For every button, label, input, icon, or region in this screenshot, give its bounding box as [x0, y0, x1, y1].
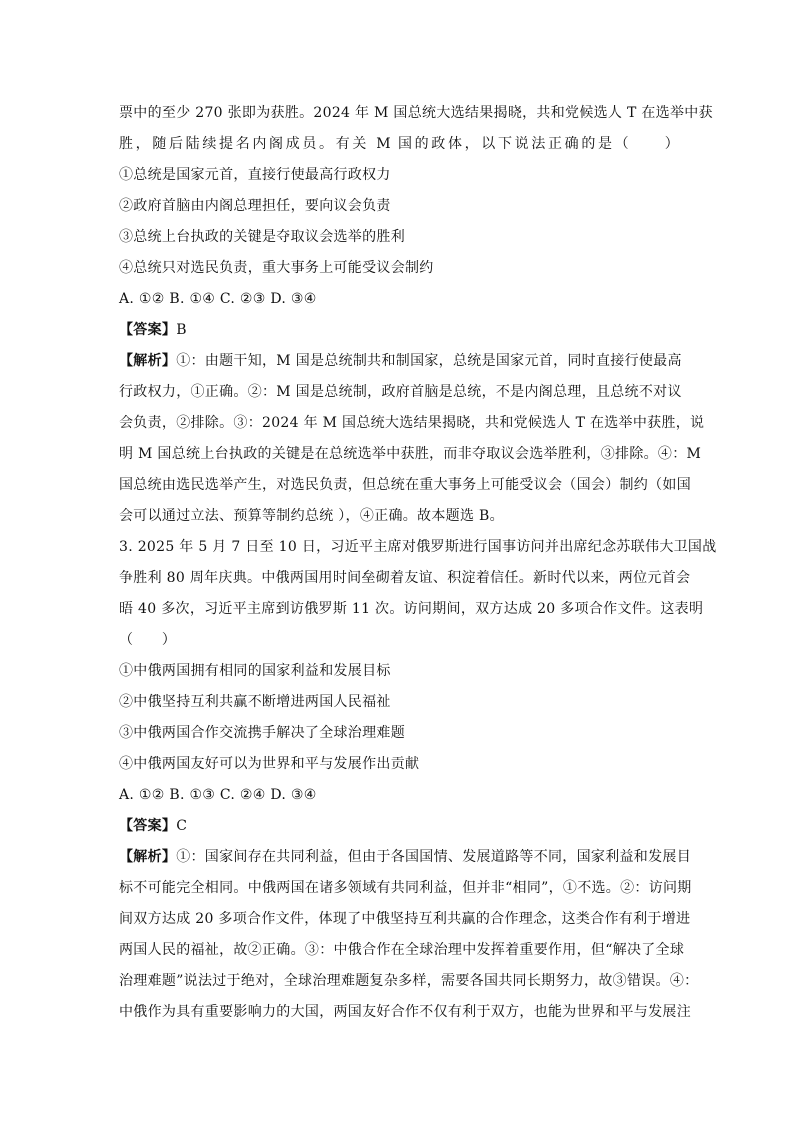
q2-option-3: ③总统上台执政的关键是夺取议会选举的胜利	[119, 229, 405, 245]
analysis-label: 【解析】	[119, 849, 177, 865]
q3-stem-line-2: 争胜利 80 周年庆典。中俄两国用时间垒砌着友谊、积淀着信任。新时代以来，两位元首会	[119, 570, 691, 586]
q3-option-4: ④中俄两国友好可以为世界和平与发展作出贡献	[119, 756, 420, 772]
q3-stem-line-3: 晤 40 多次，习近平主席到访俄罗斯 11 次。访问期间，双方达成 20 多项合作文件。这表明	[119, 601, 704, 617]
q2-analysis-line-6: 会可以通过立法、预算等制约总统 ），④正确。故本题选 B。	[119, 508, 504, 524]
q3-answer-value: C	[176, 818, 188, 834]
q2-analysis-line-4: 明 M 国总统上台执政的关键是在总统选举中获胜，而非夺取议会选举胜利，③排除。④：M	[119, 446, 702, 462]
q3-stem-line-4: （ ）	[119, 632, 177, 648]
q2-option-2: ②政府首脑由内阁总理担任，要向议会负责	[119, 198, 391, 214]
q3-choices: A. ①② B. ①③ C. ②④ D. ③④	[119, 787, 317, 803]
q2-answer	[119, 321, 679, 339]
q3-stem-line-1: 3. 2025 年 5 月 7 日至 10 日，习近平主席对俄罗斯进行国事访问并出席纪念苏联伟大卫国战	[119, 539, 717, 555]
q2-option-1: ①总统是国家元首，直接行使最高行政权力	[119, 167, 391, 183]
q2-analysis-line-1	[119, 352, 682, 370]
q2-choices: A. ①② B. ①④ C. ②③ D. ③④	[119, 291, 317, 307]
q2-analysis-line-3: 会负责，②排除。③：2024 年 M 国总统大选结果揭晓，共和党候选人 T 在选举中获胜，说	[119, 415, 705, 431]
q2-stem-line-2: 胜，随后陆续提名内阁成员。有关 M 国的政体，以下说法正确的是（ ）	[119, 136, 679, 152]
q2-stem-line-1: 票中的至少 270 张即为获胜。2024 年 M 国总统大选结果揭晓，共和党候选人 T 在选举中获	[119, 105, 713, 121]
analysis-label: 【解析】	[119, 353, 177, 369]
q3-option-2: ②中俄坚持互利共赢不断增进两国人民福祉	[119, 694, 391, 710]
q3-analysis-line-5: 治理难题”说法过于绝对，全球治理难题复杂多样，需要各国共同长期努力，故③错误。④：	[119, 973, 699, 989]
q3-analysis-line-6: 中俄作为具有重要影响力的大国，两国友好合作不仅有利于双方，也能为世界和平与发展注	[119, 1004, 691, 1020]
q2-analysis-line-5: 国总统由选民选举产生，对选民负责，但总统在重大事务上可能受议会（国会）制约（如国	[119, 477, 691, 493]
q3-option-1: ①中俄两国拥有相同的国家利益和发展目标	[119, 663, 391, 679]
q3-analysis-line-2: 标不可能完全相同。中俄两国在诸多领域有共同利益，但并非“相同”，①不选。②：访问期	[119, 880, 692, 896]
q3-analysis-text-1: ①：国家间存在共同利益，但由于各国国情、发展道路等不同，国家利益和发展目	[176, 849, 692, 865]
q3-analysis-line-4: 两国人民的福祉，故②正确。③：中俄合作在全球治理中发挥着重要作用，但“解决了全球	[119, 942, 685, 958]
answer-label: 【答案】	[119, 818, 177, 834]
q3-answer	[119, 817, 679, 835]
q3-analysis-line-1	[119, 848, 692, 866]
answer-label: 【答案】	[119, 322, 177, 338]
q2-answer-value: B	[176, 322, 187, 338]
q2-option-4: ④总统只对选民负责，重大事务上可能受议会制约	[119, 260, 434, 276]
q2-analysis-line-2: 行政权力，①正确。②：M 国是总统制，政府首脑是总统，不是内阁总理，且总统不对议	[119, 384, 682, 400]
q3-option-3: ③中俄两国合作交流携手解决了全球治理难题	[119, 725, 405, 741]
q3-analysis-line-3: 间双方达成 20 多项合作文件，体现了中俄坚持互利共赢的合作理念，这类合作有利于增进	[119, 911, 691, 927]
q2-analysis-text-1: ①：由题干知，M 国是总统制共和制国家，总统是国家元首，同时直接行使最高	[176, 353, 682, 369]
